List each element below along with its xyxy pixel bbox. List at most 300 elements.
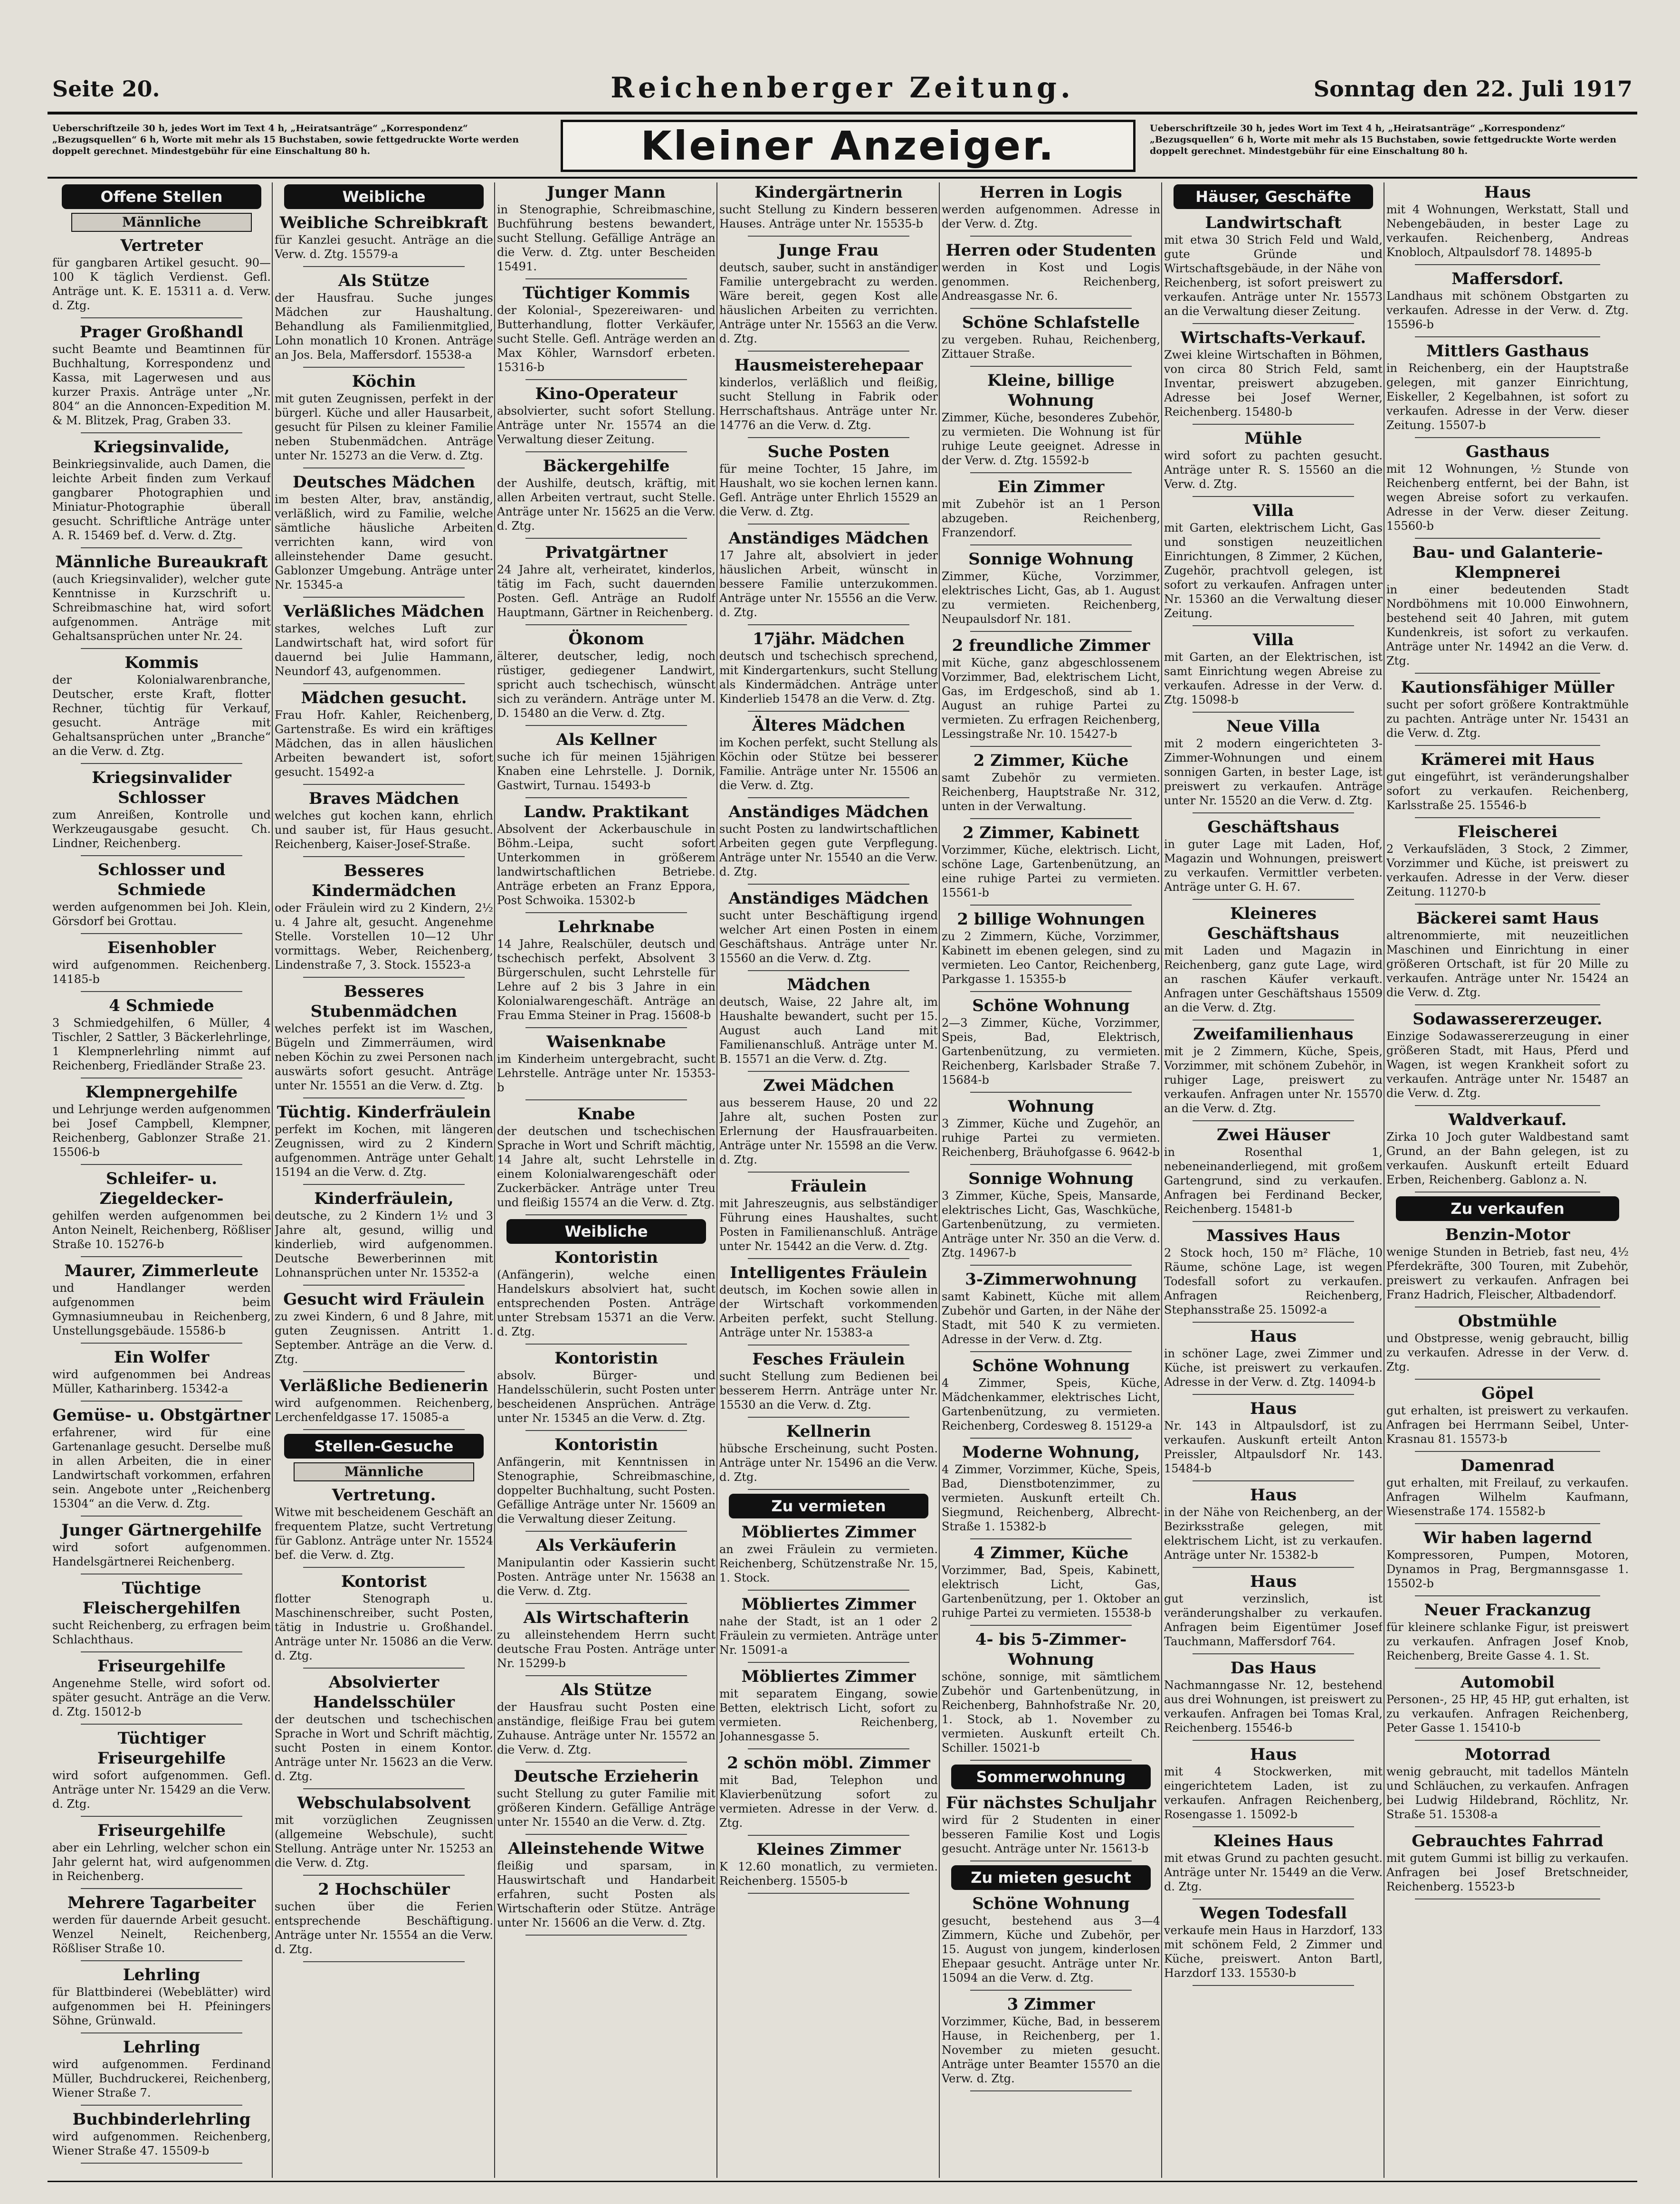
ad-heading: Vertreter: [120, 236, 203, 255]
ad-text: in Stenographie, Schreibmaschine, Buchführung bestens bewandert, sucht Stellung. Gefällige Anträge an die Verw. d. Ztg. unter Bescheiden 15491.: [497, 203, 716, 273]
ad-separator: [1415, 817, 1600, 818]
ad-separator: [748, 1662, 909, 1663]
ad-heading: Schöne Wohnung: [972, 996, 1130, 1015]
column-divider: [1161, 182, 1162, 2178]
ad-text: mit Bad, Telephon und Klavierbenützung sofort zu vermieten. Adresse in der Verw. d. Ztg.: [719, 1774, 938, 1830]
classified-ad: [1164, 1745, 1383, 1822]
classified-ad: [52, 860, 271, 928]
ad-heading: Ein Wolfer: [114, 1348, 210, 1367]
ad-heading: Mädchen gesucht.: [301, 688, 467, 707]
ad-separator: [1193, 1020, 1354, 1021]
ad-separator: [1193, 1740, 1354, 1741]
classified-ad: [1386, 1831, 1629, 1894]
ad-separator: [81, 317, 242, 318]
ad-heading: Tüchtiger Kommis: [522, 284, 690, 303]
ad-heading: Zwei Häuser: [1216, 1126, 1330, 1145]
section-heading: Zu verkaufen: [1396, 1196, 1619, 1221]
ad-text: mit je 2 Zimmern, Küche, Speis, Vorzimmer, mit schönem Zubehör, in ruhiger Lage, preiswert zu verkaufen. Anfragen unter Nr. 15570 an die Verw. d. Ztg.: [1164, 1045, 1383, 1115]
ad-heading: Webschulabsolvent: [297, 1794, 471, 1813]
column-divider: [939, 182, 940, 2178]
ad-heading: Gesucht wird Fräulein: [283, 1290, 485, 1309]
ad-text: Vorzimmer, Küche, Bad, in besserem Hause, in Reichenberg, per 1. November zu mieten gesucht. Anträge unter Beamter 15570 an die Verw. d. Ztg.: [942, 2015, 1160, 2085]
ad-heading: Tüchtiger Friseurgehilfe: [97, 1729, 226, 1768]
classified-ad: [275, 1793, 493, 1870]
ad-text: aber ein Lehrling, welcher schon ein Jahr gelernt hat, wird aufgenommen in Reichenberg.: [52, 1841, 271, 1883]
classified-ad: [1164, 429, 1383, 491]
ad-text: für kleinere schlanke Figur, ist preiswert zu verkaufen. Anfragen Josef Knob, Reichenberg, Breite Gasse 4. 1. St.: [1386, 1621, 1629, 1662]
classified-ad: [275, 982, 493, 1093]
ad-text: 3 Zimmer, Küche, Speis, Mansarde, elektrisches Licht, Gas, Waschküche, Gartenbenützung, zu vermieten. Anträge unter Nr. 350 an die Verw. d. Ztg. 14967-b: [942, 1189, 1160, 1259]
classified-ad: [497, 1839, 716, 1930]
ad-text: gehilfen werden aufgenommen bei Anton Neinelt, Reichenberg, Rößliser Straße 10. 15276-b: [52, 1209, 271, 1251]
ad-text: Nachmanngasse Nr. 12, bestehend aus drei Wohnungen, ist preiswert zu verkaufen. Anfragen bei Tomas Kral, Reichenberg. 15546-b: [1164, 1679, 1383, 1735]
ad-text: zu zwei Kindern, 6 und 8 Jahre, mit guten Zeugnissen. Antritt 1. September. Anträge an die Verw. d. Ztg.: [275, 1310, 493, 1366]
classified-ad: [719, 528, 938, 620]
banner-rule: [48, 177, 1637, 179]
classified-ad: [52, 996, 271, 1073]
ad-heading: Köchin: [352, 372, 416, 391]
classified-ad: [52, 2109, 271, 2158]
ad-heading: Knabe: [577, 1105, 635, 1124]
classified-ad: [1164, 904, 1383, 1015]
ad-separator: [1415, 1740, 1600, 1741]
ad-separator: [81, 1888, 242, 1889]
ad-separator: [970, 544, 1132, 545]
ad-heading: Suche Posten: [767, 442, 890, 461]
ad-text: wird aufgenommen. Reichenberg. 14185-b: [52, 958, 271, 986]
classified-ad: [497, 802, 716, 907]
page-header: [52, 71, 1632, 105]
ad-heading: Ökonom: [568, 630, 644, 649]
ad-heading: Landw. Praktikant: [524, 802, 689, 821]
ad-separator: [525, 1834, 687, 1835]
ad-heading: 4 Schmiede: [109, 996, 214, 1015]
ad-heading: 2 freundliche Zimmer: [952, 636, 1150, 655]
ad-separator: [1193, 625, 1354, 626]
ad-text: im besten Alter, brav, anständig, verläßlich, wird zu Familie, welche sämtliche häusliche Arbeiten verrichten kann, wird von alleinstehender Dame gesucht. Gablonzer Umgebung. Anträge unter Nr. 15345-a: [275, 493, 493, 592]
ad-heading: Ein Zimmer: [997, 477, 1105, 496]
ad-heading: Schöne Wohnung: [972, 1894, 1130, 1913]
ad-heading: Anständiges Mädchen: [728, 889, 929, 908]
ad-text: 4 Zimmer, Speis, Küche, Mädchenkammer, elektrisches Licht, Gartenbenützung, zu vermieten. Reichenberg, Cordesweg 8. 15129-a: [942, 1376, 1160, 1432]
ad-separator: [970, 1760, 1132, 1761]
rate-notice-left: Ueberschriftzeile 30 h, jedes Wort im Text 4 h, „Heiratsanträge“ „Korrespondenz“ „Bezugsquellen“ 6 h, Worte mit mehr als 15 Buchstaben, sowie fettgedruckte Worte werden doppelt gerechnet. Mindestgebühr für eine Einschaltung 80 h.: [52, 123, 519, 156]
ad-heading: Als Stütze: [338, 271, 430, 290]
ad-separator: [1415, 1192, 1600, 1193]
ad-text: mit 4 Stockwerken, mit eingerichtetem Laden, ist zu verkaufen. Anfragen Reichenberg, Rosengasse 1. 15092-b: [1164, 1765, 1383, 1821]
ad-text: deutsche, zu 2 Kindern 1½ und 3 Jahre alt, gesund, willig und kinderlieb, wird aufgenommen. Deutsche Bewerberinnen mit Lohnansprüchen unter Nr. 15352-a: [275, 1209, 493, 1279]
ad-heading: 2 billige Wohnungen: [957, 910, 1145, 929]
ad-heading: Waldverkauf.: [1448, 1110, 1567, 1129]
column-7: [1386, 182, 1629, 2178]
ad-heading: Möbliertes Zimmer: [741, 1523, 916, 1542]
ad-separator: [525, 725, 687, 726]
ad-separator: [81, 1401, 242, 1402]
ad-separator: [303, 1371, 465, 1372]
ad-heading: Wir haben lagernd: [1423, 1528, 1592, 1547]
ad-heading: Kleines Haus: [1213, 1832, 1334, 1851]
ad-separator: [81, 1816, 242, 1817]
ad-heading: Kontorist: [341, 1572, 427, 1591]
classified-ad: [497, 1104, 716, 1210]
ad-heading: 3-Zimmerwohnung: [965, 1270, 1137, 1289]
classified-ad: [1386, 543, 1629, 668]
ad-separator: [303, 367, 465, 368]
ad-text: wird aufgenommen. Reichenberg, Lerchenfeldgasse 17. 15085-a: [275, 1396, 493, 1424]
ad-separator: [970, 2090, 1132, 2091]
ad-heading: Haus: [1250, 1486, 1297, 1505]
classified-ad: [1386, 1528, 1629, 1591]
ad-text: oder Fräulein wird zu 2 Kindern, 2½ u. 4 Jahre alt, gesucht. Angenehme Stelle. Vorstellen 10—12 Uhr vormittags. Weber, Reichenberg, Lindenstraße 7, 3. Stock. 15523-a: [275, 901, 493, 972]
section-heading: Offene Stellen: [62, 184, 261, 209]
ad-text: sucht Reichenberg, zu erfragen beim Schlachthaus.: [52, 1619, 271, 1646]
ad-separator: [1193, 496, 1354, 497]
classified-ad: [52, 437, 271, 543]
ad-heading: Gebrauchtes Fahrrad: [1412, 1832, 1604, 1851]
classified-ad: [942, 182, 1160, 231]
ad-separator: [748, 1748, 909, 1749]
ad-heading: Mädchen: [787, 975, 870, 994]
ad-heading: Villa: [1252, 501, 1294, 520]
ad-text: der Hausfrau sucht Posten eine anständige, fleißige Frau bei gutem Zuhause. Anträge unter Nr. 15572 an die Verw. d. Ztg.: [497, 1700, 716, 1756]
ad-text: der Hausfrau. Suche junges Mädchen zur Haushaltung. Behandlung als Familienmitglied, Lohn monatlich 10 Kronen. Anträge an Jos. Bela, Maffersdorf. 15538-a: [275, 291, 493, 362]
ad-text: Witwe mit bescheidenem Geschäft an frequentem Platze, sucht Vertretung für Gablonz. Anträge unter Nr. 15524 bef. die Verw. d. Ztg.: [275, 1506, 493, 1562]
ad-heading: Kommis: [124, 653, 199, 672]
ad-text: mit Jahreszeugnis, aus selbständiger Führung eines Haushaltes, sucht Posten in Familienanschluß. Anträge unter Nr. 15442 an die Verw. d. Ztg.: [719, 1197, 938, 1253]
ad-separator: [748, 1172, 909, 1173]
classified-ad: [942, 1356, 1160, 1433]
classified-ad: [1386, 341, 1629, 432]
classified-ad: [497, 1766, 716, 1829]
ad-text: älterer, deutscher, ledig, noch rüstiger, gediegener Landwirt, spricht auch tschechisch, wünscht sich zu verändern. Anträge unter M. D. 15480 an die Verw. d. Ztg.: [497, 649, 716, 720]
ad-text: Zimmer, Küche, Vorzimmer, elektrisches Licht, Gas, ab 1. August zu vermieten. Reichenberg, Neupaulsdorf Nr. 181.: [942, 570, 1160, 626]
classified-ad: [1386, 269, 1629, 332]
ad-heading: Prager Großhandl: [79, 323, 244, 342]
ad-separator: [81, 2105, 242, 2106]
ad-heading: Haus: [1250, 1399, 1297, 1418]
ad-heading: Massives Haus: [1206, 1226, 1340, 1245]
ad-heading: Mehrere Tagarbeiter: [67, 1893, 256, 1912]
classified-ad: [719, 802, 938, 879]
classified-ad: [52, 1261, 271, 1338]
ad-text: in schöner Lage, zwei Zimmer und Küche, ist preiswert zu verkaufen. Adresse in der Verw. d. Ztg. 14094-b: [1164, 1347, 1383, 1389]
ad-separator: [1415, 264, 1600, 265]
classified-ad: [52, 322, 271, 428]
ad-separator: [81, 855, 242, 856]
ad-heading: Kino-Operateur: [535, 384, 678, 403]
ad-text: wird aufgenommen. Reichenberg, Wiener Straße 47. 15509-b: [52, 2130, 271, 2157]
classified-ad: [1164, 1399, 1383, 1476]
ad-text: 2 Verkaufsläden, 3 Stock, 2 Zimmer, Vorzimmer und Küche, ist preiswert zu verkaufen. Adresse in der Verw. dieser Zeitung. 11270-b: [1386, 842, 1629, 898]
classified-ad: [942, 636, 1160, 741]
ad-heading: Landwirtschaft: [1205, 213, 1342, 232]
ad-separator: [303, 683, 465, 684]
ad-heading: Wohnung: [1008, 1097, 1094, 1116]
classified-ad: [52, 236, 271, 313]
ad-separator: [525, 1099, 687, 1100]
column-4: [719, 182, 938, 2178]
ad-separator: [748, 624, 909, 625]
ad-heading: Kriegsinvalider Schlosser: [92, 768, 231, 807]
ad-text: in der Nähe von Reichenberg, an der Bezirksstraße gelegen, mit elektrischem Licht, ist zu verkaufen. Anträge unter Nr. 15382-b: [1164, 1506, 1383, 1562]
ad-heading: Für nächstes Schuljahr: [945, 1794, 1156, 1813]
ad-separator: [81, 1343, 242, 1344]
ad-text: 24 Jahre alt, verheiratet, kinderlos, tätig im Fach, sucht dauernden Posten. Gefl. Anträge an Rudolf Hauptmann, Gärtner in Reichenberg.: [497, 563, 716, 619]
ad-separator: [1415, 538, 1600, 539]
ad-text: in guter Lage mit Laden, Hof, Magazin und Wohnungen, preiswert zu verkaufen. Vermittler verbeten. Anträge unter G. H. 67.: [1164, 838, 1383, 894]
ad-separator: [303, 1788, 465, 1789]
ad-heading: Friseurgehilfe: [97, 1657, 226, 1676]
ad-heading: Älteres Mädchen: [752, 716, 906, 735]
ad-separator: [748, 884, 909, 885]
ad-text: hübsche Erscheinung, sucht Posten. Anträge unter Nr. 15496 an die Verw. d. Ztg.: [719, 1442, 938, 1484]
ad-separator: [81, 1164, 242, 1165]
ad-heading: Junge Frau: [778, 241, 879, 260]
ad-separator: [81, 1960, 242, 1961]
ad-separator: [970, 472, 1132, 473]
ad-text: wird sofort aufgenommen. Gefl. Anträge unter Nr. 15429 an die Verw. d. Ztg.: [52, 1769, 271, 1811]
ad-separator: [81, 763, 242, 764]
ad-text: Einzige Sodawassererzeugung in einer größeren Stadt, mit Haus, Pferd und Wagen, ist wegen Krankheit sofort zu verkaufen. Anträge unter Nr. 15487 an die Verw. d. Ztg.: [1386, 1030, 1629, 1100]
section-heading: Häuser, Geschäfte: [1174, 184, 1373, 209]
ad-heading: Verläßliches Mädchen: [283, 602, 485, 621]
ad-heading: Sodawassererzeuger.: [1413, 1010, 1603, 1029]
ad-separator: [1415, 1668, 1600, 1669]
classified-ad: [719, 1349, 938, 1412]
ad-text: Kompressoren, Pumpen, Motoren, Dynamos in Prag, Bergmannsgasse 1. 15502-b: [1386, 1548, 1629, 1590]
ad-separator: [970, 236, 1132, 237]
ad-separator: [525, 278, 687, 279]
ad-text: 2—3 Zimmer, Küche, Vorzimmer, Speis, Bad, Elektrisch, Gartenbenützung, zu vermieten. Reichenberg, Karlsbader Straße 7. 15684-b: [942, 1016, 1160, 1087]
ad-heading: Anständiges Mädchen: [728, 529, 929, 548]
ad-text: mit etwas Grund zu pachten gesucht. Anträge unter Nr. 15449 an die Verw. d. Ztg.: [1164, 1851, 1383, 1893]
classified-ad: [497, 1348, 716, 1425]
ad-text: mit separatem Eingang, sowie Betten, elektrisch Licht, sofort zu vermieten. Reichenberg, Johannesgasse 5.: [719, 1687, 938, 1743]
ad-text: fleißig und sparsam, in Hauswirtschaft und Handarbeit erfahren, sucht Posten als Wirtschafterin oder Stütze. Anträge unter Nr. 15606 an die Verw. d. Ztg.: [497, 1859, 716, 1929]
ad-heading: Sonnige Wohnung: [968, 1169, 1134, 1188]
ad-text: für meine Tochter, 15 Jahre, im Haushalt, wo sie kochen lernen kann. Gefl. Anträge unter Ehrlich 15529 an die Verw. d. Ztg.: [719, 462, 938, 518]
ad-heading: Herren in Logis: [980, 183, 1122, 202]
classified-ad: [1386, 1383, 1629, 1446]
classified-ad: [52, 1893, 271, 1956]
ad-heading: Braves Mädchen: [308, 789, 459, 808]
ad-separator: [1415, 437, 1600, 438]
classified-ad: [719, 442, 938, 519]
classified-ad: [1386, 1456, 1629, 1518]
column-6: [1164, 182, 1383, 2178]
ad-text: perfekt im Kochen, mit längeren Zeugnissen, wird zu 2 Kindern aufgenommen. Anträge unter Gehalt 15194 an die Verw. d. Ztg.: [275, 1123, 493, 1179]
ad-text: starkes, welches Luft zur Landwirtschaft hat, wird sofort für dauernd bei Julie Hammann, Neundorf 43, aufgenommen.: [275, 622, 493, 678]
classified-ad: [719, 716, 938, 792]
ad-text: zu 2 Zimmern, Küche, Vorzimmer, Kabinett im ebenen gelegen, sind zu vermieten. Leo Cantor, Reichenberg, Parkgasse 1. 15355-b: [942, 930, 1160, 986]
ad-separator: [970, 1164, 1132, 1165]
classified-ad: [1164, 1125, 1383, 1216]
ad-heading: Lehrling: [123, 1965, 200, 1985]
ad-separator: [748, 797, 909, 798]
ad-heading: Kontoristin: [554, 1248, 658, 1267]
classified-ad: [719, 1076, 938, 1167]
ad-separator: [81, 991, 242, 992]
ad-separator: [81, 1724, 242, 1725]
ad-heading: Intelligentes Fräulein: [730, 1263, 927, 1282]
ad-heading: Lehrling: [123, 2038, 200, 2057]
ad-separator: [970, 1625, 1132, 1626]
ad-separator: [970, 905, 1132, 906]
ad-heading: Buchbinderlehrling: [72, 2110, 251, 2129]
ad-separator: [748, 1590, 909, 1591]
classified-ad: [942, 1994, 1160, 2086]
classified-ad: [719, 1422, 938, 1484]
ad-separator: [1415, 1105, 1600, 1106]
page-number: Seite 20.: [52, 76, 160, 102]
ad-separator: [1193, 712, 1354, 713]
ad-heading: Zwei Mädchen: [763, 1076, 894, 1095]
ad-text: mit etwa 30 Strich Feld und Wald, gute Gründe und Wirtschaftsgebäude, in der Nähe von Reichenberg, ist sofort preiswert zu verkaufen. Anträge unter Nr. 15573 an die Verwaltung dieser Zeitung.: [1164, 233, 1383, 318]
classified-ad: [942, 1543, 1160, 1620]
ad-heading: Sonnige Wohnung: [968, 550, 1134, 569]
ad-separator: [970, 366, 1132, 367]
classified-ad: [1386, 1110, 1629, 1187]
ad-heading: Kinderfräulein,: [314, 1189, 454, 1208]
ad-text: samt Kabinett, Küche mit allem Zubehör und Garten, in der Nähe der Stadt, mit 540 K zu vermieten. Adresse in der Verw. d. Ztg.: [942, 1290, 1160, 1346]
ad-text: sucht unter Beschäftigung irgend welcher Art einen Posten in einem Geschäftshaus. Anträge unter Nr. 15560 an die Verw. d. Ztg.: [719, 909, 938, 965]
ad-text: Zimmer, Küche, besonderes Zubehör, zu vermieten. Die Wohnung ist für ruhige Leute geeignet. Adresse in der Verw. d. Ztg. 15592-b: [942, 411, 1160, 467]
ad-heading: Schöne Wohnung: [972, 1356, 1130, 1375]
ad-text: Anfängerin, mit Kenntnissen in Stenographie, Schreibmaschine, doppelter Buchhaltung, sucht Posten. Gefällige Anträge unter Nr. 15609 an die Verwaltung dieser Zeitung.: [497, 1455, 716, 1526]
rate-notice-right: Ueberschriftzeile 30 h, jedes Wort im Text 4 h, „Heiratsanträge“ „Korrespondenz“ „Bezugsquellen“ 6 h, Worte mit mehr als 15 Buchstaben, sowie fettgedruckte Worte werden doppelt gerechnet. Mindestgebühr für eine Einschaltung 80 h.: [1150, 123, 1617, 156]
ad-separator: [970, 746, 1132, 747]
classified-ad: [497, 730, 716, 792]
ad-heading: Alleinstehende Witwe: [508, 1839, 705, 1858]
ad-separator: [748, 351, 909, 352]
ad-text: der Kolonial-, Spezereiwaren- und Butterhandlung, flotter Verkäufer, sucht Stelle. Gefl. Anträge werden an Max Köhler, Warnsdorf erbeten. 15316-b: [497, 304, 716, 374]
ad-text: Beinkriegsinvalide, auch Damen, die leichte Arbeit finden zum Verkauf gangbarer Photographien und Miniatur-Photographie überall gesucht. Schriftliche Anträge unter A. R. 15469 bef. d. Verw. d. Ztg.: [52, 458, 271, 542]
ad-text: werden aufgenommen. Adresse in der Verw. d. Ztg.: [942, 203, 1160, 230]
ad-separator: [303, 977, 465, 978]
classified-ad: [1164, 630, 1383, 707]
classified-ad: [1164, 1903, 1383, 1980]
ad-text: (auch Kriegsinvalider), welcher gute Kenntnisse in Kurzschrift u. Schreibmaschine hat, wird sofort aufgenommen. Anträge mit Gehaltsansprüchen unter Nr. 24.: [52, 572, 271, 643]
ad-heading: 2 Zimmer, Küche: [973, 751, 1129, 770]
ad-text: 3 Schmiedgehilfen, 6 Müller, 4 Tischler, 2 Sattler, 3 Bäckerlehrlinge, 1 Klempnerlehrling nimmt auf Reichenberg, Friedländer Straße 23.: [52, 1016, 271, 1072]
ad-heading: Neuer Frackanzug: [1424, 1601, 1591, 1620]
ad-separator: [525, 1344, 687, 1345]
ad-text: mit 12 Wohnungen, ½ Stunde von Reichenberg entfernt, bei der Bahn, ist wegen Abreise sofort zu verkaufen. Adresse in der Verw. dieser Zeitung. 15560-b: [1386, 462, 1629, 533]
ad-text: deutsch, Waise, 22 Jahre alt, im Haushalte bewandert, sucht per 15. August auch Land mit Familienanschluß. Anträge unter M. B. 15571 an die Verw. d. Ztg.: [719, 995, 938, 1066]
classified-ad: [942, 751, 1160, 813]
ad-text: sucht per sofort größere Kontraktmühle zu pachten. Anträge unter Nr. 15431 an die Verw. d. Ztg.: [1386, 698, 1629, 740]
classified-ad: [1164, 213, 1383, 318]
ad-text: gut eingeführt, ist veränderungshalber sofort zu verkaufen. Reichenberg, Karlsstraße 25. 15546-b: [1386, 770, 1629, 812]
classified-ad: [942, 1269, 1160, 1346]
classified-ad: [942, 1169, 1160, 1260]
section-heading: Weibliche: [284, 184, 484, 209]
classified-ad: [52, 1821, 271, 1883]
classified-ad: [275, 861, 493, 972]
ad-text: altrenommierte, mit neuzeitlichen Maschinen und Einrichtung in einer größeren Ortschaft, ist für 20 Mille zu verkaufen. Anträge unter Nr. 15424 an die Verw. d. Ztg.: [1386, 929, 1629, 999]
ad-separator: [748, 437, 909, 438]
ad-heading: Junger Mann: [547, 183, 666, 202]
ad-text: werden für dauernde Arbeit gesucht. Wenzel Neinelt, Reichenberg, Rößliser Straße 10.: [52, 1913, 271, 1955]
section-heading: Stellen-Gesuche: [284, 1434, 484, 1459]
ad-separator: [81, 432, 242, 433]
ad-heading: Benzin-Motor: [1445, 1225, 1570, 1244]
ad-separator: [1415, 673, 1600, 674]
ad-heading: Junger Gärtnergehilfe: [61, 1521, 262, 1540]
ad-text: suche ich für meinen 15jährigen Knaben eine Lehrstelle. J. Dornik, Gastwirt, Turnau. 15493-b: [497, 750, 716, 792]
ad-separator: [525, 1214, 687, 1215]
ad-separator: [1193, 323, 1354, 324]
ad-heading: Anständiges Mädchen: [728, 802, 929, 821]
ad-text: verkaufe mein Haus in Harzdorf, 133 mit schönem Feld, 2 Zimmer und Küche, preiswert. Anton Bartl, Harzdorf 133. 15530-b: [1164, 1924, 1383, 1980]
classified-ad: [719, 240, 938, 346]
ad-separator: [1415, 904, 1600, 905]
classified-ad: [275, 271, 493, 362]
ad-heading: Obstmühle: [1458, 1312, 1557, 1331]
classified-ad: [942, 240, 1160, 303]
ad-separator: [748, 970, 909, 971]
ad-heading: Bäckerei samt Haus: [1416, 909, 1599, 928]
ad-text: welches gut kochen kann, ehrlich und sauber ist, für Haus gesucht. Reichenberg, Kaiser-Josef-Straße.: [275, 809, 493, 851]
ad-separator: [525, 1027, 687, 1028]
ad-text: sucht Stellung zu Kindern besseren Hauses. Anträge unter Nr. 15535-b: [719, 203, 938, 230]
ad-text: sucht Stellung zum Bedienen bei besserem Herrn. Anträge unter Nr. 15530 an die Verw. d. Ztg.: [719, 1370, 938, 1412]
ad-heading: Besseres Kindermädchen: [311, 861, 457, 900]
ad-text: werden in Kost und Logis genommen. Reichenberg, Andreasgasse Nr. 6.: [942, 261, 1160, 303]
ad-heading: Kindergärtnerin: [754, 183, 903, 202]
ad-text: für Kanzlei gesucht. Anträge an die Verw. d. Ztg. 15579-a: [275, 233, 493, 261]
classified-ad: [275, 1289, 493, 1366]
column-divider: [494, 182, 495, 2178]
ad-heading: Moderne Wohnung,: [962, 1443, 1140, 1462]
ad-separator: [525, 1762, 687, 1763]
ad-text: Landhaus mit schönem Obstgarten zu verkaufen. Adresse in der Verw. d. Ztg. 15596-b: [1386, 289, 1629, 331]
ad-heading: 3 Zimmer: [1007, 1995, 1095, 2014]
classified-ad: [719, 182, 938, 231]
classified-ad: [942, 371, 1160, 468]
classified-ad: [1386, 1745, 1629, 1822]
ad-text: deutsch und tschechisch sprechend, mit Kindergartenkurs, sucht Stellung als Kindermädchen. Anträge unter Kinderlieb 15478 an die Verw. d. Ztg.: [719, 649, 938, 706]
classified-ad: [942, 1793, 1160, 1856]
classified-ad: [497, 629, 716, 720]
ad-text: 3 Zimmer, Küche und Zugehör, an ruhige Partei zu vermieten. Reichenberg, Bräuhofgasse 6. 9642-b: [942, 1117, 1160, 1159]
ad-separator: [303, 1429, 465, 1430]
ad-heading: 4 Zimmer, Küche: [973, 1544, 1129, 1563]
classified-ad: [719, 355, 938, 432]
ad-text: in einer bedeutenden Stadt Nordböhmens mit 10.000 Einwohnern, bestehend seit 40 Jahren, mit gutem Kundenkreis, ist sofort zu verkaufen. Anträge unter Nr. 14942 an die Verw. d. Ztg.: [1386, 583, 1629, 668]
classified-ad: [497, 1435, 716, 1526]
classified-ad: [52, 938, 271, 986]
ad-separator: [748, 1893, 909, 1894]
classified-ad: [52, 1082, 271, 1159]
section-banner: Kleiner Anzeiger.: [561, 120, 1136, 172]
ad-separator: [525, 538, 687, 539]
ad-separator: [1193, 1653, 1354, 1654]
ad-heading: Kautionsfähiger Müller: [1401, 678, 1614, 697]
ad-heading: Kriegsinvalide,: [93, 438, 230, 457]
classified-ad: [275, 1572, 493, 1663]
ad-text: gut erhalten, ist preiswert zu verkaufen. Anfragen bei Herrmann Seibel, Unter-Krasnau 81. 15573-b: [1386, 1404, 1629, 1446]
ad-text: mit vorzüglichen Zeugnissen (allgemeine Webschule), sucht Stellung. Anträge unter Nr. 15253 an die Verw. d. Ztg.: [275, 1813, 493, 1870]
classified-ad: [275, 372, 493, 463]
ad-text: suchen über die Ferien entsprechende Beschäftigung. Anträge unter Nr. 15554 an die Verw. d. Ztg.: [275, 1900, 493, 1956]
classified-ad: [719, 1176, 938, 1253]
classified-ad: [275, 789, 493, 851]
ad-separator: [1415, 1523, 1600, 1524]
ad-text: gesucht, bestehend aus 3—4 Zimmern, Küche und Zubehör, per 15. August von jungem, kinderlosen Ehepaar gesucht. Anträge unter Nr. 15094 an die Verw. d. Ztg.: [942, 1914, 1160, 1985]
ad-heading: Automobil: [1460, 1673, 1555, 1692]
ad-text: Nr. 143 in Altpaulsdorf, ist zu verkaufen. Auskunft erteilt Anton Preissler, Altpaulsdorf Nr. 143. 15484-b: [1164, 1419, 1383, 1475]
